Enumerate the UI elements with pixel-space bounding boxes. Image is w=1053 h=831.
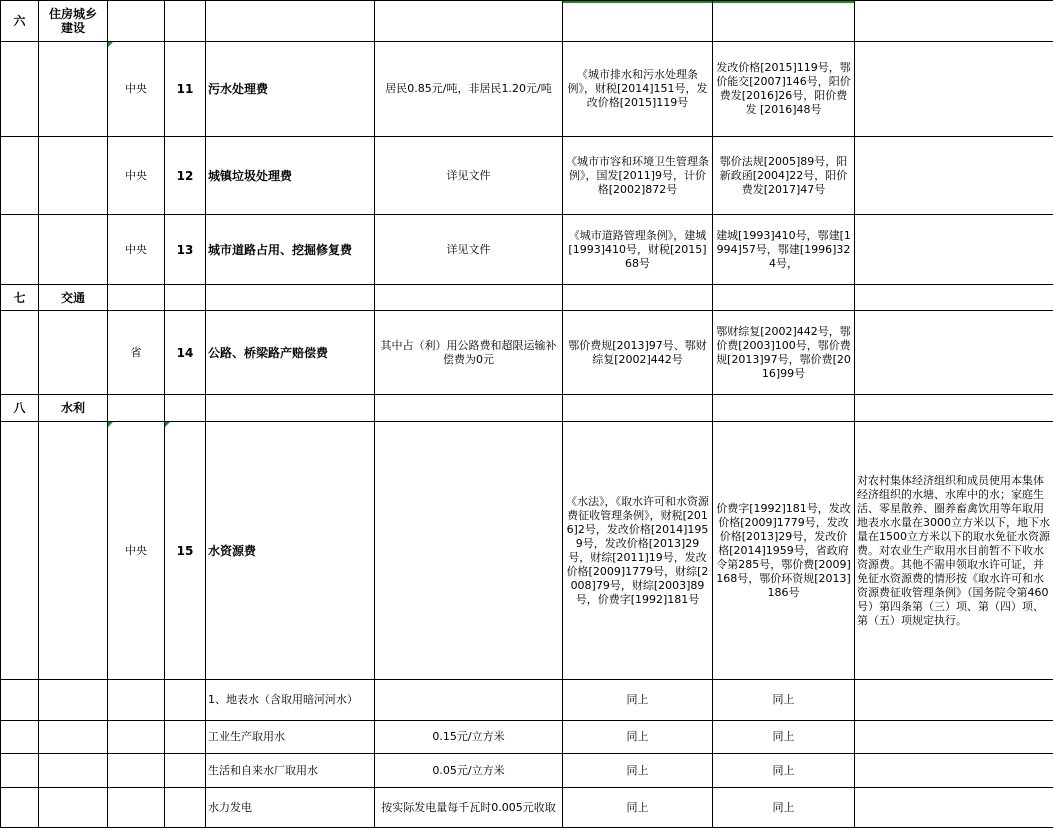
cell-seq[interactable] bbox=[1, 788, 39, 828]
fee-row bbox=[1, 215, 1053, 285]
cell-basis[interactable]: 《城市排水和污水处理条例》，财税[2014]151号，发改价格[2015]119号 bbox=[563, 42, 713, 137]
cell-name[interactable]: 公路、桥梁路产赔偿费 bbox=[206, 311, 375, 395]
cell-name[interactable]: 污水处理费 bbox=[206, 42, 375, 137]
cell-name[interactable]: 城市道路占用、挖掘修复费 bbox=[206, 215, 375, 285]
cell-category[interactable] bbox=[39, 680, 108, 721]
cell-note[interactable] bbox=[855, 137, 1053, 215]
cell-standard[interactable]: 0.15元/立方米 bbox=[375, 721, 563, 754]
cell-seq[interactable] bbox=[1, 754, 39, 788]
cell-level[interactable] bbox=[108, 1, 165, 42]
cell-standard[interactable]: 0.05元/立方米 bbox=[375, 754, 563, 788]
cell-num[interactable] bbox=[165, 395, 206, 422]
cell-note[interactable] bbox=[855, 311, 1053, 395]
cell-level[interactable]: 省 bbox=[108, 311, 165, 395]
cell-note[interactable]: 对农村集体经济组织和成员使用本集体经济组织的水塘、水库中的水；家庭生活、零星散养、圈养畜禽饮用等年取用地表水水量在3000立方米以下，地下水量在1500立方米以下的取水免征水资源费。对农业生产取用水目前暂不下收水资源费。其他不需申领取水许可证，并免征水资源费的情形按《取水许可和水资源费征收管理条例》（国务院令第460号）第四条第（三）项、第（四）项、第（五）项规定执行。 bbox=[855, 422, 1053, 680]
cell-category[interactable]: 住房城乡 建设 bbox=[39, 1, 108, 42]
cell-basis[interactable]: 《城市道路管理条例》，建城[1993]410号，财税[2015]68号 bbox=[563, 215, 713, 285]
cell-num[interactable] bbox=[165, 721, 206, 754]
cell-num[interactable]: 13 bbox=[165, 215, 206, 285]
cell-num[interactable] bbox=[165, 285, 206, 311]
sub-row bbox=[1, 721, 1053, 754]
cell-name[interactable] bbox=[206, 285, 375, 311]
green-marker bbox=[563, 1, 712, 3]
cell-category[interactable] bbox=[39, 311, 108, 395]
cell-num[interactable]: 12 bbox=[165, 137, 206, 215]
cell-standard[interactable] bbox=[375, 285, 563, 311]
fee-row bbox=[1, 137, 1053, 215]
cell-name[interactable]: 城镇垃圾处理费 bbox=[206, 137, 375, 215]
cell-basis[interactable] bbox=[563, 1, 713, 42]
cell-name[interactable]: 水资源费 bbox=[206, 422, 375, 680]
section-row bbox=[1, 395, 1053, 422]
cell-basis[interactable]: 同上 bbox=[563, 721, 713, 754]
fee-row bbox=[1, 42, 1053, 137]
cell-name[interactable] bbox=[206, 395, 375, 422]
cell-seq[interactable] bbox=[1, 311, 39, 395]
cell-category[interactable] bbox=[39, 215, 108, 285]
cell-note[interactable] bbox=[855, 215, 1053, 285]
cell-basis[interactable]: 同上 bbox=[563, 788, 713, 828]
cell-level[interactable] bbox=[108, 788, 165, 828]
cell-standard[interactable]: 居民0.85元/吨，非居民1.20元/吨 bbox=[375, 42, 563, 137]
cell-standard[interactable] bbox=[375, 1, 563, 42]
green-marker bbox=[108, 422, 113, 427]
cell-seq[interactable]: 七 bbox=[1, 285, 39, 311]
cell-name[interactable] bbox=[206, 1, 375, 42]
section-row bbox=[1, 1, 1053, 42]
green-marker bbox=[165, 422, 170, 427]
cell-num[interactable]: 11 bbox=[165, 42, 206, 137]
sub-row bbox=[1, 680, 1053, 721]
cell-num[interactable]: 14 bbox=[165, 311, 206, 395]
green-marker bbox=[713, 1, 854, 3]
cell-category[interactable] bbox=[39, 754, 108, 788]
cell-standard[interactable] bbox=[375, 680, 563, 721]
cell-pricing[interactable] bbox=[713, 285, 855, 311]
cell-basis[interactable] bbox=[563, 395, 713, 422]
cell-seq[interactable]: 八 bbox=[1, 395, 39, 422]
cell-num[interactable]: 15 bbox=[165, 422, 206, 680]
cell-category[interactable] bbox=[39, 788, 108, 828]
cell-name[interactable]: 水力发电 bbox=[206, 788, 375, 828]
cell-level[interactable] bbox=[108, 754, 165, 788]
cell-pricing[interactable]: 同上 bbox=[713, 680, 855, 721]
cell-num[interactable] bbox=[165, 754, 206, 788]
section-row bbox=[1, 285, 1053, 311]
cell-category[interactable]: 交通 bbox=[39, 285, 108, 311]
cell-seq[interactable] bbox=[1, 422, 39, 680]
cell-basis[interactable]: 《城市市容和环境卫生管理条例》，国发[2011]9号，计价格[2002]872号 bbox=[563, 137, 713, 215]
cell-note[interactable] bbox=[855, 42, 1053, 137]
cell-basis[interactable]: 《水法》，《取水许可和水资源费征收管理条例》，财税[2016]2号，发改价格[2014]1959号，发改价格[2013]29号，财综[2011]19号，发改价格[2009]1779号，财综[2008]79号，财综[2003]89号，价费字[1992]181号 bbox=[563, 422, 713, 680]
cell-basis[interactable]: 同上 bbox=[563, 680, 713, 721]
cell-num[interactable] bbox=[165, 1, 206, 42]
cell-pricing[interactable]: 鄂价法规[2005]89号，阳新政函[2004]22号，阳价费发[2017]47号 bbox=[713, 137, 855, 215]
cell-standard[interactable]: 详见文件 bbox=[375, 137, 563, 215]
cell-standard[interactable]: 详见文件 bbox=[375, 215, 563, 285]
cell-basis[interactable]: 同上 bbox=[563, 754, 713, 788]
cell-note[interactable] bbox=[855, 285, 1053, 311]
cell-note[interactable] bbox=[855, 1, 1053, 42]
fee-row bbox=[1, 311, 1053, 395]
cell-note[interactable] bbox=[855, 721, 1053, 754]
cell-seq[interactable] bbox=[1, 721, 39, 754]
sub-row bbox=[1, 788, 1053, 828]
cell-seq[interactable] bbox=[1, 215, 39, 285]
cell-basis[interactable] bbox=[563, 285, 713, 311]
cell-pricing[interactable]: 鄂财综复[2002]442号，鄂价费[2003]100号，鄂价费规[2013]97号，鄂价费[2016]99号 bbox=[713, 311, 855, 395]
cell-category[interactable] bbox=[39, 721, 108, 754]
cell-basis[interactable]: 鄂价费规[2013]97号、鄂财综复[2002]442号 bbox=[563, 311, 713, 395]
cell-pricing[interactable] bbox=[713, 1, 855, 42]
cell-level[interactable]: 中央 bbox=[108, 215, 165, 285]
cell-note[interactable] bbox=[855, 754, 1053, 788]
cell-seq[interactable] bbox=[1, 42, 39, 137]
cell-level[interactable]: 中央 bbox=[108, 42, 165, 137]
cell-seq[interactable] bbox=[1, 680, 39, 721]
cell-standard[interactable] bbox=[375, 395, 563, 422]
cell-num[interactable] bbox=[165, 680, 206, 721]
cell-standard[interactable] bbox=[375, 422, 563, 680]
cell-level[interactable]: 中央 bbox=[108, 422, 165, 680]
cell-note[interactable] bbox=[855, 680, 1053, 721]
cell-level[interactable] bbox=[108, 285, 165, 311]
cell-standard[interactable]: 按实际发电量每千瓦时0.005元收取 bbox=[375, 788, 563, 828]
sub-row bbox=[1, 754, 1053, 788]
cell-pricing[interactable] bbox=[713, 395, 855, 422]
cell-note[interactable] bbox=[855, 395, 1053, 422]
green-marker bbox=[108, 42, 113, 47]
cell-seq[interactable] bbox=[1, 137, 39, 215]
fee-row bbox=[1, 422, 1053, 680]
cell-level[interactable] bbox=[108, 395, 165, 422]
cell-name[interactable]: 1、地表水（含取用暗河河水） bbox=[206, 680, 375, 721]
cell-level[interactable]: 中央 bbox=[108, 137, 165, 215]
cell-pricing[interactable]: 同上 bbox=[713, 721, 855, 754]
cell-num[interactable] bbox=[165, 788, 206, 828]
cell-category[interactable]: 水利 bbox=[39, 395, 108, 422]
cell-pricing[interactable]: 同上 bbox=[713, 754, 855, 788]
cell-level[interactable] bbox=[108, 721, 165, 754]
cell-seq[interactable]: 六 bbox=[1, 1, 39, 42]
cell-pricing[interactable]: 价费字[1992]181号，发改价格[2009]1779号，发改价格[2013]29号，发改价格[2014]1959号，省政府令第285号，鄂价费[2009]168号，鄂价环资规[2013]186号 bbox=[713, 422, 855, 680]
cell-level[interactable] bbox=[108, 680, 165, 721]
cell-category[interactable] bbox=[39, 42, 108, 137]
cell-pricing[interactable]: 建城[1993]410号，鄂建[1994]57号，鄂建[1996]324号， bbox=[713, 215, 855, 285]
cell-standard[interactable]: 其中占（利）用公路费和超限运输补偿费为0元 bbox=[375, 311, 563, 395]
cell-note[interactable] bbox=[855, 788, 1053, 828]
cell-name[interactable]: 生活和自来水厂取用水 bbox=[206, 754, 375, 788]
cell-category[interactable] bbox=[39, 422, 108, 680]
cell-category[interactable] bbox=[39, 137, 108, 215]
cell-pricing[interactable]: 同上 bbox=[713, 788, 855, 828]
cell-pricing[interactable]: 发改价格[2015]119号，鄂价能交[2007]146号，阳价费发[2016]26号，阳价费发 [2016]48号 bbox=[713, 42, 855, 137]
cell-name[interactable]: 工业生产取用水 bbox=[206, 721, 375, 754]
